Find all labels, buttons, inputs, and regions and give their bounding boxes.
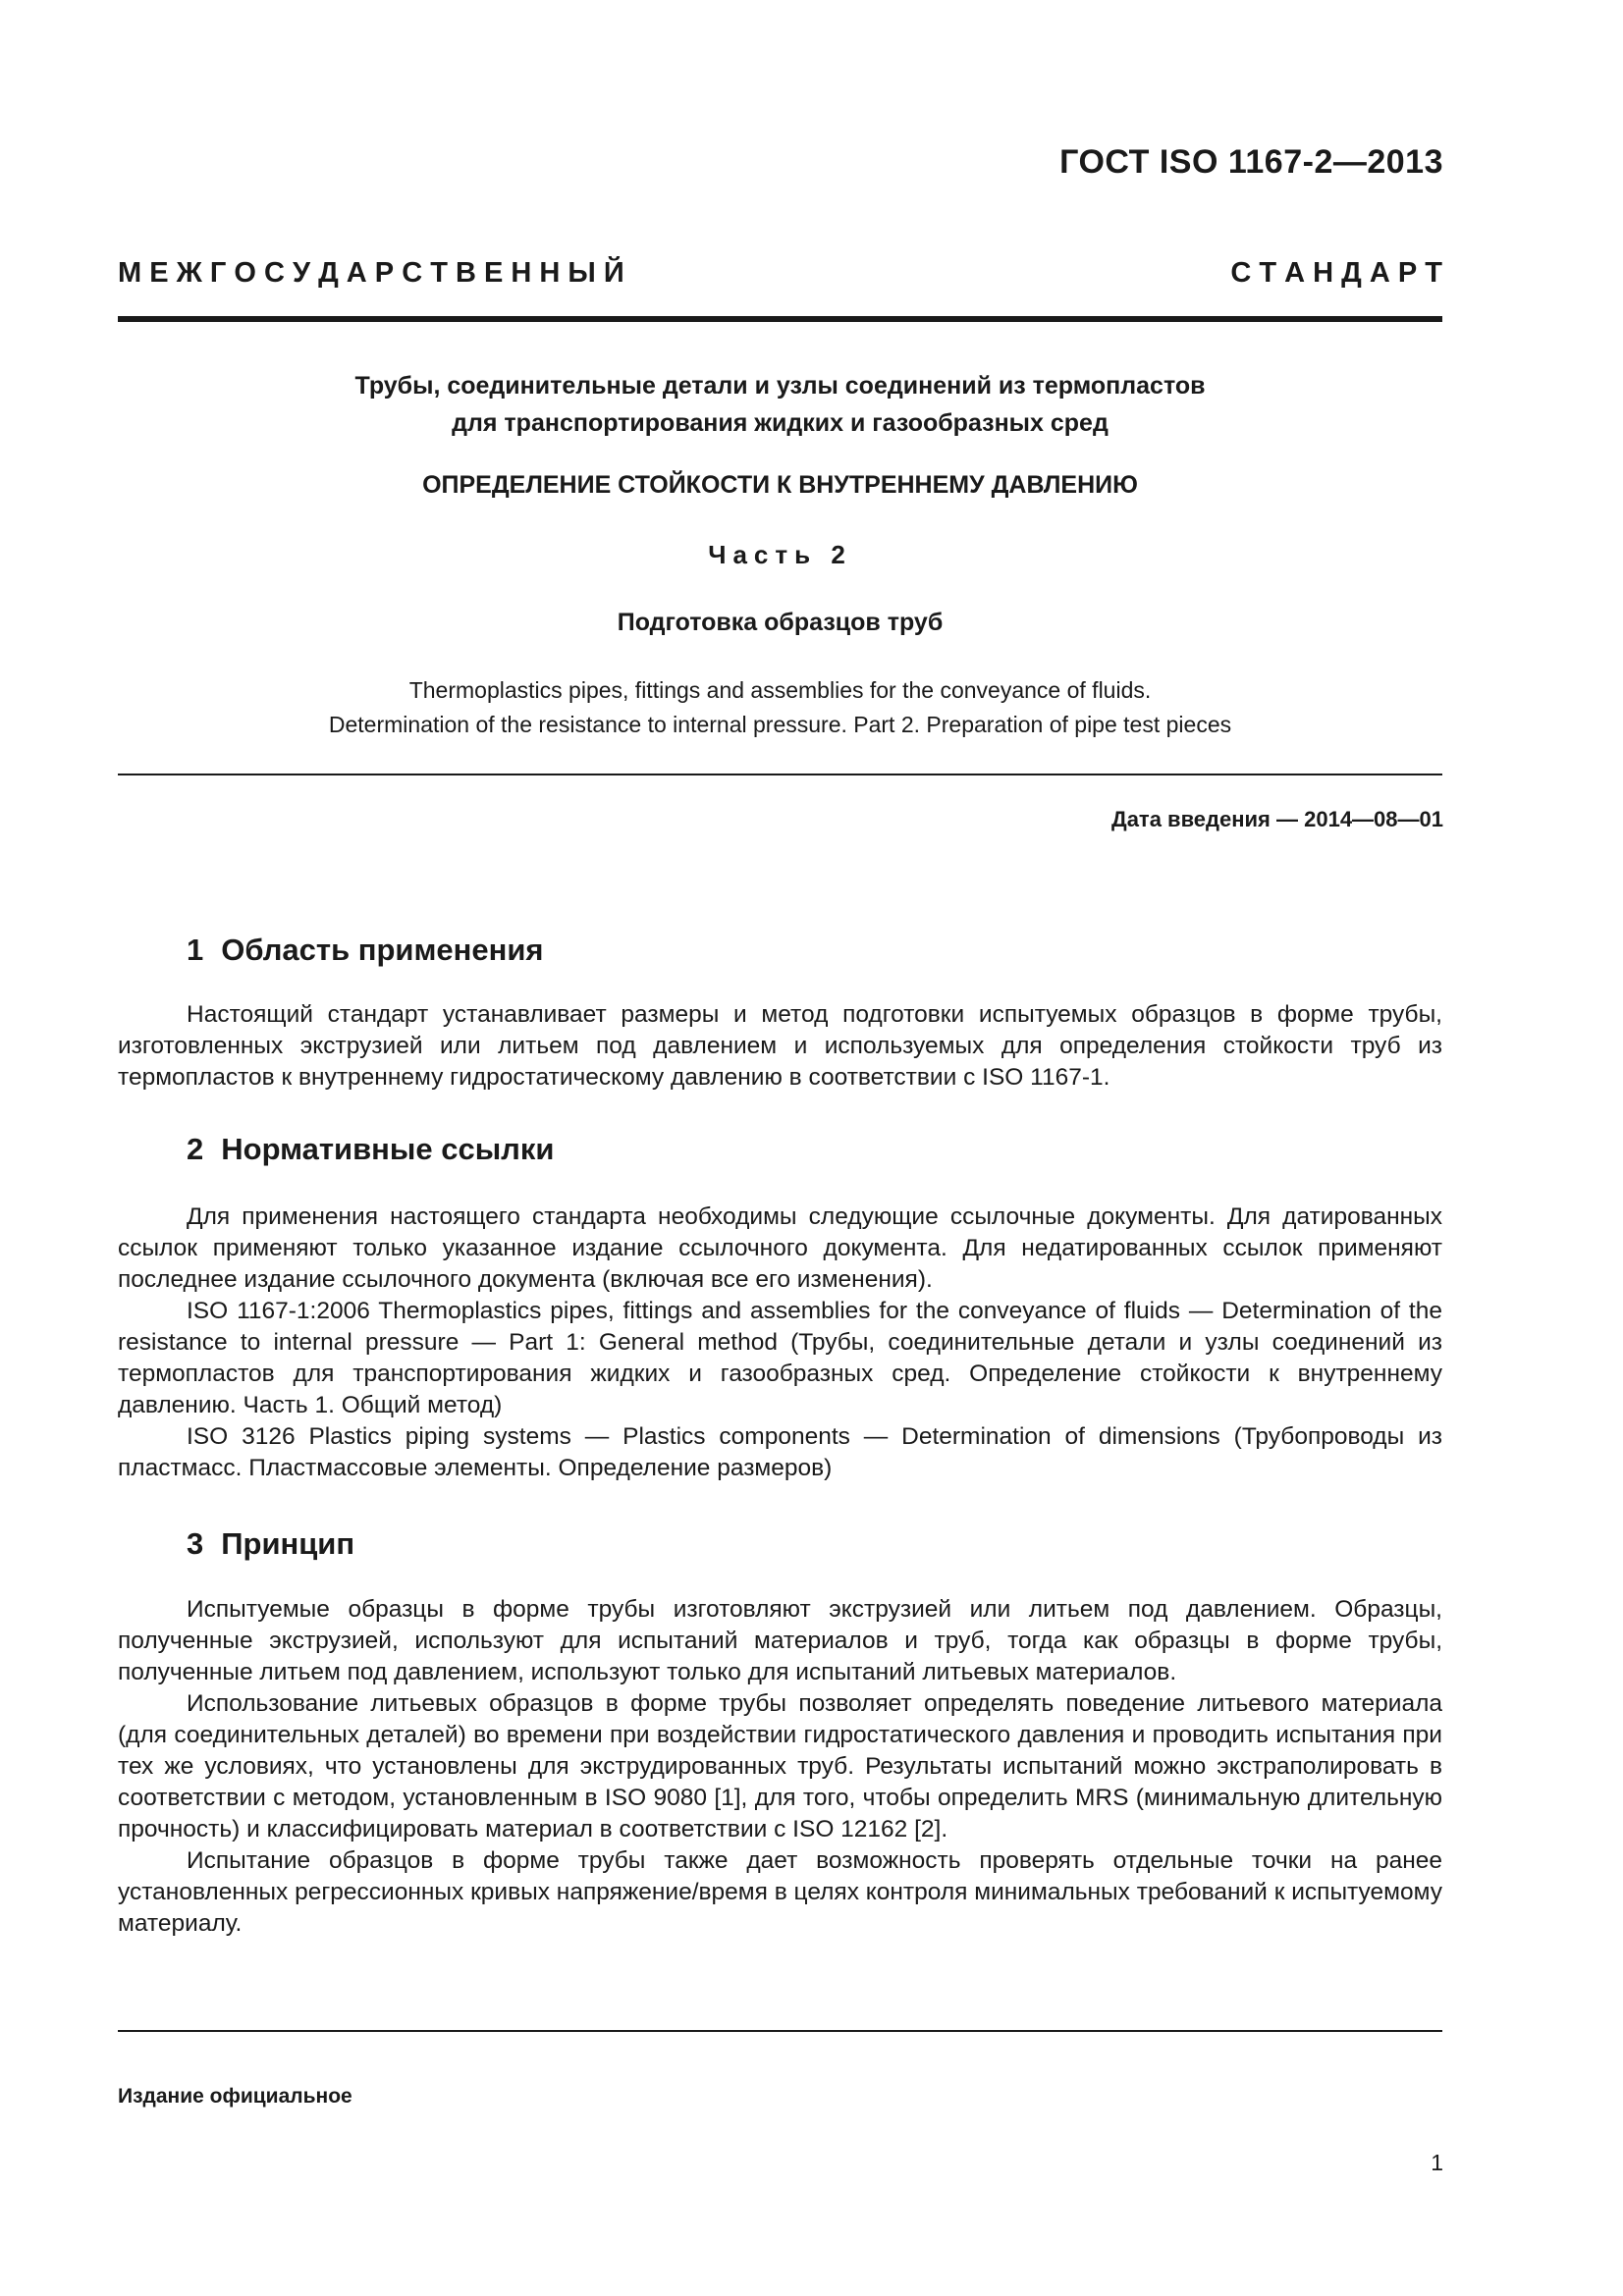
section-1-body — [118, 999, 1442, 1094]
section-3-number: 3 — [187, 1526, 204, 1561]
title-subtitle: Подготовка образцов труб — [617, 609, 944, 636]
title-en-line-2: Determination of the resistance to internal pressure. Part 2. Preparation of pipe test pieces — [328, 712, 1232, 737]
introduction-date: Дата введения — 2014—08—01 — [1111, 807, 1443, 831]
paragraph: Для применения настоящего стандарта необходимы следующие ссылочные документы. Для датированных ссылок применяют только указанное издание ссылочного документа. Для недатированных ссылок применяют последнее издание ссылочного документа (включая все его изменения). — [118, 1203, 1442, 1293]
footer-rule — [118, 2030, 1442, 2032]
section-2-number: 2 — [187, 1132, 204, 1166]
paragraph: Настоящий стандарт устанавливает размеры и метод подготовки испытуемых образцов в форме трубы, изготовленных экструзией или литьем под давлением и используемых для определения стойкости труб из термопластов к внутреннему гидростатическому давлению в соответствии с ISO 1167-1. — [118, 1001, 1442, 1091]
section-2-title: Нормативные ссылки — [221, 1132, 555, 1166]
section-1-title: Область применения — [221, 933, 544, 967]
section-2-heading — [187, 1132, 554, 1167]
title-en-line-1: Thermoplastics pipes, fittings and assemblies for the conveyance of fluids. — [408, 677, 1152, 703]
page-number: 1 — [1431, 2150, 1443, 2175]
section-1-heading — [187, 933, 544, 968]
official-edition-label: Издание официальное — [118, 2085, 352, 2108]
title-part: Часть 2 — [708, 540, 852, 569]
paragraph: Испытуемые образцы в форме трубы изготовляют экструзией или литьем под давлением. Образцы, полученные экструзией, используют для испытаний материалов и труб, тогда как образцы в форме трубы, полученные литьем под давлением, используют только для испытаний литьевых материалов. — [118, 1596, 1442, 1685]
banner-left: М Е Ж Г О С У Д А Р С Т В Е Н Н Ы Й — [118, 257, 624, 289]
section-2-body — [118, 1201, 1442, 1484]
paragraph: Использование литьевых образцов в форме трубы позволяет определять поведение литьевого материала (для соединительных деталей) во времени при воздействии гидростатического давления и проводить испытания при тех же условиях, что установлены для экструдированных труб. Результаты испытаний можно экстраполировать в соответствии с методом, установленным в ISO 9080 [1], для того, чтобы определить MRS (минимальную длительную прочность) и классифицировать материал в соответствии с ISO 12162 [2]. — [118, 1690, 1442, 1842]
section-3-body — [118, 1594, 1442, 1940]
reference-iso-3126: ISO 3126 Plastics piping systems — Plastics components — Determination of dimensions (Трубопроводы из пластмасс. Пластмассовые элементы. Определение размеров) — [118, 1423, 1442, 1481]
title-rule — [118, 774, 1442, 775]
title-ru-line-2: для транспортирования жидких и газообразных сред — [452, 409, 1109, 437]
title-russian — [118, 367, 1442, 442]
banner-right: С Т А Н Д А Р Т — [1230, 257, 1442, 289]
paragraph: Испытание образцов в форме трубы также дает возможность проверять отдельные точки на ранее установленных регрессионных кривых напряжение/время в целях контроля минимальных требований к испытуемому материалу. — [118, 1847, 1442, 1937]
title-english — [118, 673, 1442, 742]
document-number: ГОСТ ISO 1167-2—2013 — [1059, 143, 1443, 181]
section-3-heading — [187, 1526, 354, 1562]
header-rule — [118, 316, 1442, 322]
section-1-number: 1 — [187, 933, 204, 967]
title-ru-line-1: Трубы, соединительные детали и узлы соединений из термопластов — [354, 372, 1206, 400]
standard-banner — [118, 257, 1442, 290]
title-main: ОПРЕДЕЛЕНИЕ СТОЙКОСТИ К ВНУТРЕННЕМУ ДАВЛЕНИЮ — [422, 471, 1138, 499]
section-3-title: Принцип — [221, 1526, 355, 1561]
reference-iso-1167-1: ISO 1167-1:2006 Thermoplastics pipes, fittings and assemblies for the conveyance of fluids — Determination of the resistance to internal pressure — Part 1: General method (Трубы, соединительные детали и узлы соединений из термопластов для транспортирования жидких и газообразных сред. Определение стойкости к внутреннему давлению. Часть 1. Общий метод) — [118, 1298, 1442, 1418]
